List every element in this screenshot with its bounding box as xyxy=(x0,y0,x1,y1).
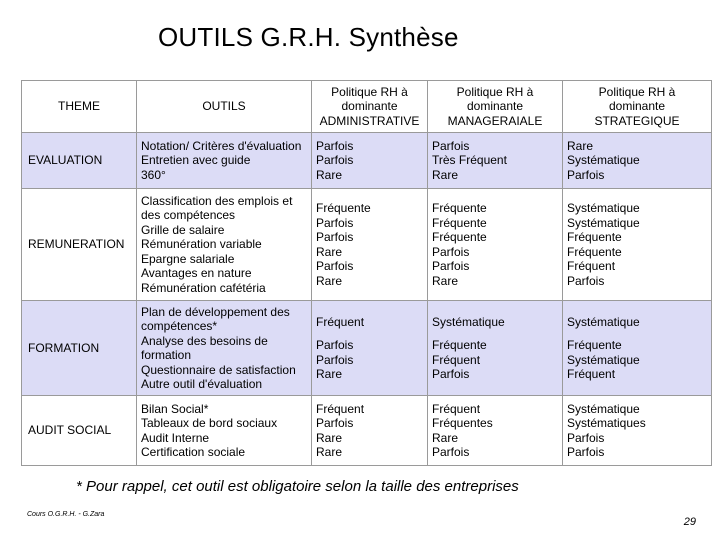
header-admin-line: dominante xyxy=(341,99,398,114)
outil-item: Classification des emplois et xyxy=(141,193,293,208)
value-item: Systématique xyxy=(567,352,640,367)
header-strat-line: STRATEGIQUE xyxy=(594,113,680,128)
value-item: Parfois xyxy=(567,273,605,288)
outil-item: Bilan Social* xyxy=(141,401,209,416)
value-item: Parfois xyxy=(432,259,470,273)
header-manag-line: Politique RH à xyxy=(456,84,534,99)
theme-formation: FORMATION xyxy=(22,301,137,396)
outils-evaluation xyxy=(137,133,312,189)
header-strat-line: Politique RH à xyxy=(598,84,676,99)
header-manag-line: dominante xyxy=(466,99,524,114)
value-item: Très Fréquent xyxy=(432,153,507,168)
spacer xyxy=(567,329,707,338)
outil-item: Notation/ Critères d'évaluation xyxy=(141,138,302,153)
value-item: Rare xyxy=(316,445,343,459)
outil-item: Questionnaire de satisfaction xyxy=(141,362,296,377)
strat-remuneration xyxy=(563,189,712,301)
outil-item: Avantages en nature xyxy=(141,266,252,281)
value-item: Rare xyxy=(316,244,343,259)
row-formation xyxy=(22,301,712,396)
manag-evaluation xyxy=(428,133,563,189)
outils-audit xyxy=(137,396,312,466)
value-item: Parfois xyxy=(316,153,354,168)
strat-formation xyxy=(563,301,712,396)
row-remuneration xyxy=(22,189,712,301)
manag-formation xyxy=(428,301,563,396)
page-title: OUTILS G.R.H. Synthèse xyxy=(158,22,459,52)
outil-item: Analyse des besoins de xyxy=(141,333,268,348)
header-outils: OUTILS xyxy=(137,81,312,133)
header-manag xyxy=(428,81,563,133)
outils-formation xyxy=(137,301,312,396)
value-item: Parfois xyxy=(432,445,470,459)
value-item: Fréquent xyxy=(432,401,481,416)
value-item: Rare xyxy=(316,167,343,182)
strat-evaluation xyxy=(563,133,712,189)
value-item: Rare xyxy=(432,167,459,182)
admin-remuneration xyxy=(312,189,428,301)
value-item: Systématique xyxy=(567,215,640,230)
value-item: Fréquent xyxy=(316,401,365,416)
value-item: Fréquent xyxy=(567,259,616,273)
value-item: Parfois xyxy=(316,215,354,230)
admin-evaluation xyxy=(312,133,428,189)
value-item: Parfois xyxy=(432,244,470,259)
outil-item: Tableaux de bord sociaux xyxy=(141,416,278,430)
strat-audit xyxy=(563,396,712,466)
value-item: Systématique xyxy=(432,314,505,329)
value-item: Fréquente xyxy=(432,338,487,352)
spacer xyxy=(316,329,423,338)
outil-item: Rémunération cafétéria xyxy=(141,280,266,295)
value-item: Parfois xyxy=(567,445,605,459)
value-item: Systématique xyxy=(567,401,640,416)
outil-item: Entretien avec guide xyxy=(141,153,251,168)
value-item: Fréquent xyxy=(432,352,481,367)
value-item: Systématique xyxy=(567,153,640,168)
header-admin-line: ADMINISTRATIVE xyxy=(319,113,420,128)
value-item: Parfois xyxy=(432,138,470,153)
outil-item: Rémunération variable xyxy=(141,237,262,252)
outil-item: 360° xyxy=(141,167,166,182)
outil-item: Epargne salariale xyxy=(141,251,235,266)
value-item: Fréquente xyxy=(567,230,622,244)
outil-item: Grille de salaire xyxy=(141,222,225,237)
footnote: * Pour rappel, cet outil est obligatoire selon la taille des entreprises xyxy=(76,478,519,495)
value-item: Fréquent xyxy=(316,314,365,329)
value-item: Parfois xyxy=(432,367,470,381)
value-item: Parfois xyxy=(567,167,605,182)
spacer xyxy=(432,329,558,338)
header-strat xyxy=(563,81,712,133)
outil-item: Audit Interne xyxy=(141,430,210,445)
value-item: Systématiques xyxy=(567,416,646,430)
value-item: Parfois xyxy=(316,259,354,273)
row-evaluation xyxy=(22,133,712,189)
value-item: Fréquente xyxy=(316,201,371,215)
value-item: Fréquent xyxy=(567,367,616,381)
header-row xyxy=(22,81,712,133)
value-item: Rare xyxy=(432,430,459,445)
outils-remuneration xyxy=(137,189,312,301)
header-admin-line: Politique RH à xyxy=(331,84,408,99)
value-item: Fréquente xyxy=(432,230,487,244)
value-item: Parfois xyxy=(316,138,354,153)
manag-remuneration xyxy=(428,189,563,301)
admin-formation xyxy=(312,301,428,396)
row-audit xyxy=(22,396,712,466)
header-admin xyxy=(312,81,428,133)
page-number: 29 xyxy=(683,516,696,528)
value-item: Rare xyxy=(316,367,343,381)
synthesis-table xyxy=(21,80,712,466)
value-item: Systématique xyxy=(567,314,640,329)
theme-evaluation: EVALUATION xyxy=(22,133,137,189)
outil-item: Plan de développement des xyxy=(141,304,290,319)
manag-audit xyxy=(428,396,563,466)
outil-item: Autre outil d'évaluation xyxy=(141,377,263,391)
value-item: Parfois xyxy=(567,430,605,445)
value-item: Parfois xyxy=(316,338,354,352)
value-item: Rare xyxy=(316,273,343,288)
outil-item: Certification sociale xyxy=(141,445,246,459)
value-item: Parfois xyxy=(316,416,354,430)
value-item: Rare xyxy=(567,138,594,153)
header-strat-line: dominante xyxy=(608,99,666,114)
course-credit: Cours O.G.R.H. - G.Zara xyxy=(27,511,105,518)
value-item: Systématique xyxy=(567,201,640,215)
header-theme: THEME xyxy=(22,81,137,133)
value-item: Fréquente xyxy=(567,244,622,259)
header-manag-line: MANAGERAIALE xyxy=(447,113,543,128)
theme-remuneration: REMUNERATION xyxy=(22,189,137,301)
value-item: Parfois xyxy=(316,352,354,367)
outil-item: compétences* xyxy=(141,319,218,333)
value-item: Rare xyxy=(432,273,459,288)
admin-audit xyxy=(312,396,428,466)
value-item: Fréquente xyxy=(567,338,622,352)
value-item: Fréquente xyxy=(432,201,487,215)
outil-item: des compétences xyxy=(141,208,236,223)
value-item: Rare xyxy=(316,430,343,445)
theme-audit: AUDIT SOCIAL xyxy=(22,396,137,466)
value-item: Fréquente xyxy=(432,215,487,230)
value-item: Fréquentes xyxy=(432,416,493,430)
value-item: Parfois xyxy=(316,230,354,244)
outil-item: formation xyxy=(141,348,192,362)
